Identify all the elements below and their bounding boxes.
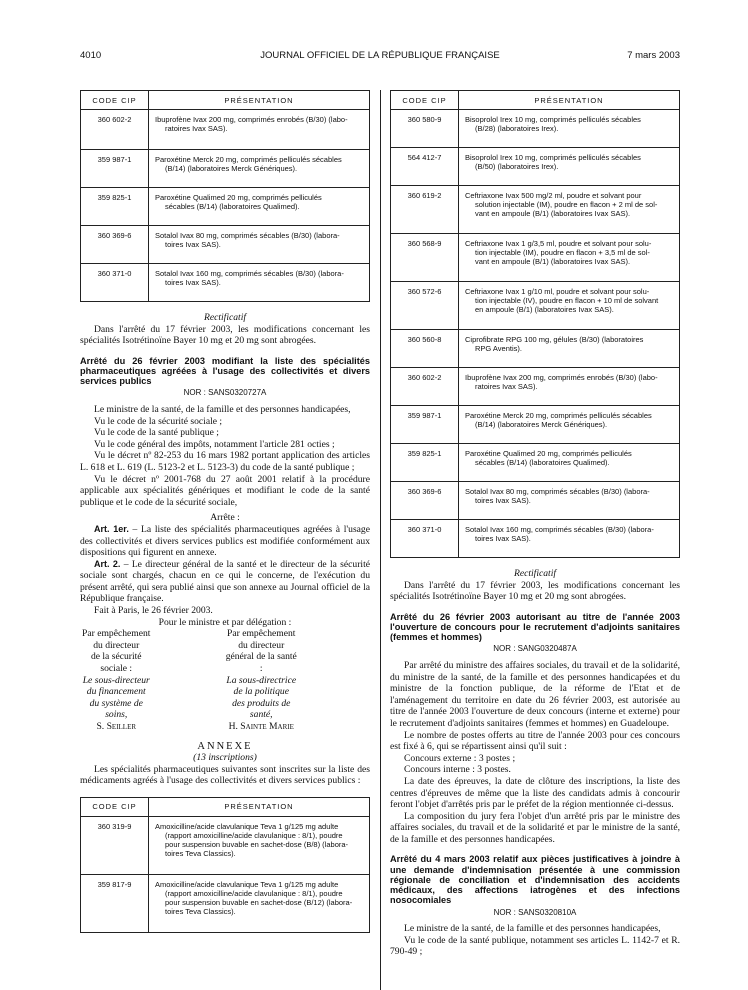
presentation-cell: Ceftriaxone Ivax 1 g/3,5 ml, poudre et solvant pour solu- tion injectable (IM), poudre en flacon + 3,5 ml de sol- vant en ampoule (B/1) (laboratoires Ivax SAS). xyxy=(459,234,680,282)
right-table xyxy=(390,90,680,558)
table-row xyxy=(391,520,680,558)
nor-reference: NOR : SANS0320810A xyxy=(493,907,577,917)
cip-code: 360 572-6 xyxy=(391,282,459,330)
paragraph: Vu le décret nº 2001-768 du 27 août 2001 relatif à la procédure applicable aux spécialités génériques et modifiant le code de la santé publique et le code de la sécurité sociale, xyxy=(80,473,370,508)
presentation-cell: Paroxétine Qualimed 20 mg, comprimés pelliculés sécables (B/14) (laboratoires Qualimed). xyxy=(149,188,370,226)
cip-code: 564 412-7 xyxy=(391,148,459,186)
presentation-cell: Sotalol Ivax 160 mg, comprimés sécables (B/30) (labora- toires Ivax SAS). xyxy=(459,520,680,558)
right-column xyxy=(390,90,680,958)
journal-title: JOURNAL OFFICIEL DE LA RÉPUBLIQUE FRANÇAISE xyxy=(260,50,500,61)
header-code: CODE CIP xyxy=(81,91,149,110)
page-number: 4010 xyxy=(80,50,102,61)
table-row xyxy=(81,264,370,302)
table-row xyxy=(81,226,370,264)
pour-le-ministre: Pour le ministre et par délégation : xyxy=(158,616,292,628)
table-row xyxy=(391,282,680,330)
table-row xyxy=(391,482,680,520)
table-row xyxy=(391,234,680,282)
paragraph: Concours externe : 3 postes ; xyxy=(404,752,516,764)
paragraph: Par arrêté du ministre des affaires sociales, du travail et de la solidarité, du ministre de la santé, de la famille et des personnes handicapées et du ministre de la fonction publique, de la réforme de l'Etat et de l'aménagement du territoire en date du 26 février 2003, est autorisée au titre de l'année 2003 l'ouverture de deux concours (interne et externe) pour le recrutement d'adjoints sanitaires (femmes et hommes) en Guadeloupe. xyxy=(390,659,680,729)
presentation-cell: Ibuprofène Ivax 200 mg, comprimés enrobés (B/30) (labo- ratoires Ivax SAS). xyxy=(149,110,370,150)
presentation-cell: Paroxétine Merck 20 mg, comprimés pelliculés sécables (B/14) (laboratoires Merck Génériques). xyxy=(459,406,680,444)
cip-code: 360 619-2 xyxy=(391,186,459,234)
annexe-text: Les spécialités pharmaceutiques suivantes sont inscrites sur la liste des médicaments agréés à l'usage des collectivités et divers services publics : xyxy=(80,763,370,787)
cip-code: 360 369-6 xyxy=(391,482,459,520)
table-row xyxy=(391,148,680,186)
rectificatif-title: Rectificatif xyxy=(203,312,247,323)
presentation-cell: Sotalol Ivax 80 mg, comprimés sécables (B/30) (labora- toires Ivax SAS). xyxy=(459,482,680,520)
presentation-cell: Ceftriaxone Ivax 500 mg/2 ml, poudre et solvant pour solution injectable (IM), poudre en flacon + 2 ml de sol- vant en ampoule (B/1) (laboratoires Ivax SAS). xyxy=(459,186,680,234)
paragraph: Le ministre de la santé, de la famille et des personnes handicapées, xyxy=(404,923,661,935)
presentation-cell: Ciprofibrate RPG 100 mg, gélules (B/30) (laboratoires RPG Aventis). xyxy=(459,330,680,368)
paragraph: La composition du jury fera l'objet d'un arrêté pris par le ministre des affaires sociales, du travail et de la solidarité et par le ministre de la santé, de la famille et des personnes handicapées. xyxy=(390,810,680,845)
table-row xyxy=(81,874,370,932)
cip-code: 360 602-2 xyxy=(391,368,459,406)
presentation-cell: Sotalol Ivax 160 mg, comprimés sécables (B/30) (labora- toires Ivax SAS). xyxy=(149,264,370,302)
presentation-cell: Paroxétine Qualimed 20 mg, comprimés pelliculés sécables (B/14) (laboratoires Qualimed). xyxy=(459,444,680,482)
arrete-title: Arrêté du 4 mars 2003 relatif aux pièces justificatives à joindre à une demande d'indemnisation présentée à une commission régionale de conciliation et d'indemnisation des accidents médicaux, des affections iatrogènes et des infections nosocomiales xyxy=(390,854,680,906)
left-table-2 xyxy=(80,797,370,933)
cip-code: 359 987-1 xyxy=(81,150,149,188)
table-row xyxy=(81,110,370,150)
signature-left: Par empêchement du directeur de la sécurité sociale : Le sous-directeur du financement du système de soins, S. Seiller xyxy=(82,628,151,733)
cip-code: 359 825-1 xyxy=(81,188,149,226)
cip-code: 360 580-9 xyxy=(391,110,459,148)
header-presentation: PRÉSENTATION xyxy=(149,91,370,110)
annexe-title: ANNEXE xyxy=(197,740,253,752)
presentation-cell: Paroxétine Merck 20 mg, comprimés pelliculés sécables (B/14) (laboratoires Merck Génériques). xyxy=(149,150,370,188)
paragraph: Concours interne : 3 postes. xyxy=(404,764,511,776)
issue-date: 7 mars 2003 xyxy=(627,50,680,61)
column-divider xyxy=(380,90,381,990)
cip-code: 360 602-2 xyxy=(81,110,149,150)
arrete-title: Arrêté du 26 février 2003 modifiant la liste des spécialités pharmaceutiques agréées à l'usage des collectivités et divers services publics xyxy=(80,355,370,387)
arrete-title: Arrêté du 26 février 2003 autorisant au titre de l'année 2003 l'ouverture de concours pour le recrutement d'adjoints sanitaires (femmes et hommes) xyxy=(390,611,680,643)
paragraph: Vu le code général des impôts, notamment l'article 281 octies ; xyxy=(94,438,335,450)
table-row xyxy=(391,330,680,368)
page-header xyxy=(80,50,680,64)
header-presentation: PRÉSENTATION xyxy=(459,91,680,110)
table-row xyxy=(81,188,370,226)
cip-code: 360 319-9 xyxy=(81,816,149,874)
left-table-1 xyxy=(80,90,370,302)
header-presentation: PRÉSENTATION xyxy=(149,797,370,816)
signature-right: Par empêchement du directeur général de la santé : La sous-directrice de la politique des produits de santé, H. Sainte Marie xyxy=(225,628,297,733)
fait-a-paris: Fait à Paris, le 26 février 2003. xyxy=(94,605,213,617)
presentation-cell: Amoxicilline/acide clavulanique Teva 1 g/125 mg adulte (rapport amoxicilline/acide clavulanique : 8/1), poudre pour suspension buvable en sachet-dose (B/12) (labora- toires Teva Classics). xyxy=(149,874,370,932)
presentation-cell: Sotalol Ivax 80 mg, comprimés sécables (B/30) (labora- toires Ivax SAS). xyxy=(149,226,370,264)
left-column xyxy=(80,90,370,933)
paragraph: Vu le décret nº 82-253 du 16 mars 1982 portant application des articles L. 618 et L. 619 (L. 5123-2 et L. 5123-3) du code de la santé publique ; xyxy=(80,450,370,473)
signatures xyxy=(80,628,370,732)
article-2: Art. 2. – Le directeur général de la santé et le directeur de la sécurité sociale sont chargés, chacun en ce qui le concerne, de l'exécution du présent arrêté, qui sera publié ainsi que son annexe au Journal officiel de la République française. xyxy=(80,558,370,605)
presentation-cell: Ibuprofène Ivax 200 mg, comprimés enrobés (B/30) (labo- ratoires Ivax SAS). xyxy=(459,368,680,406)
cip-code: 360 369-6 xyxy=(81,226,149,264)
presentation-cell: Bisoprolol Irex 10 mg, comprimés pelliculés sécables (B/28) (laboratoires Irex). xyxy=(459,110,680,148)
rectificatif-title: Rectificatif xyxy=(513,568,557,579)
cip-code: 360 371-0 xyxy=(391,520,459,558)
table-row xyxy=(81,150,370,188)
table-row xyxy=(391,186,680,234)
annexe-subtitle: (13 inscriptions) xyxy=(193,752,257,764)
cip-code: 359 825-1 xyxy=(391,444,459,482)
table-row xyxy=(81,816,370,874)
header-code: CODE CIP xyxy=(391,91,459,110)
paragraph: Le ministre de la santé, de la famille et des personnes handicapées, xyxy=(94,403,351,415)
table-row xyxy=(391,444,680,482)
table-row xyxy=(391,110,680,148)
table-row xyxy=(391,368,680,406)
presentation-cell: Ceftriaxone Ivax 1 g/10 ml, poudre et solvant pour solu- tion injectable (IV), poudre en flacon + 10 ml de solvant en ampoule (B/1) (laboratoires Ivax SAS). xyxy=(459,282,680,330)
cip-code: 360 568-9 xyxy=(391,234,459,282)
article-1: Art. 1er. – La liste des spécialités pharmaceutiques agréées à l'usage des collectivités et divers services publics est modifiée conformément aux dispositions qui figurent en annexe. xyxy=(80,523,370,559)
cip-code: 360 371-0 xyxy=(81,264,149,302)
paragraph: Le nombre de postes offerts au titre de l'année 2003 pour ces concours est fixé à 6, qui se répartissent ainsi qu'il suit : xyxy=(390,729,680,753)
arrete-word: Arrête : xyxy=(210,512,240,524)
presentation-cell: Bisoprolol Irex 10 mg, comprimés pelliculés sécables (B/50) (laboratoires Irex). xyxy=(459,148,680,186)
header-code: CODE CIP xyxy=(81,797,149,816)
cip-code: 360 560-8 xyxy=(391,330,459,368)
paragraph: La date des épreuves, la date de clôture des inscriptions, la liste des centres d'épreuves de même que la liste des candidats admis à concourir feront l'objet d'arrêtés pris par le préfet de la région mentionnée ci-dessus. xyxy=(390,775,680,811)
presentation-cell: Amoxicilline/acide clavulanique Teva 1 g/125 mg adulte (rapport amoxicilline/acide clavulanique : 8/1), poudre pour suspension buvable en sachet-dose (B/8) (labora- toires Teva Classics). xyxy=(149,816,370,874)
cip-code: 359 987-1 xyxy=(391,406,459,444)
nor-reference: NOR : SANG0320487A xyxy=(493,644,577,654)
rectificatif-text: Dans l'arrêté du 17 février 2003, les modifications concernant les spécialités Isotrétinoïne Bayer 10 mg et 20 mg sont abrogées. xyxy=(390,579,680,603)
table-row xyxy=(391,406,680,444)
paragraph: Vu le code de la santé publique ; xyxy=(94,427,219,439)
paragraph: Vu le code de la santé publique, notamment ses articles L. 1142-7 et R. 790-49 ; xyxy=(390,934,680,958)
rectificatif-text: Dans l'arrêté du 17 février 2003, les modifications concernant les spécialités Isotrétinoïne Bayer 10 mg et 20 mg sont abrogées. xyxy=(80,323,370,347)
cip-code: 359 817-9 xyxy=(81,874,149,932)
nor-reference: NOR : SANS0320727A xyxy=(183,388,267,398)
paragraph: Vu le code de la sécurité sociale ; xyxy=(94,415,223,427)
